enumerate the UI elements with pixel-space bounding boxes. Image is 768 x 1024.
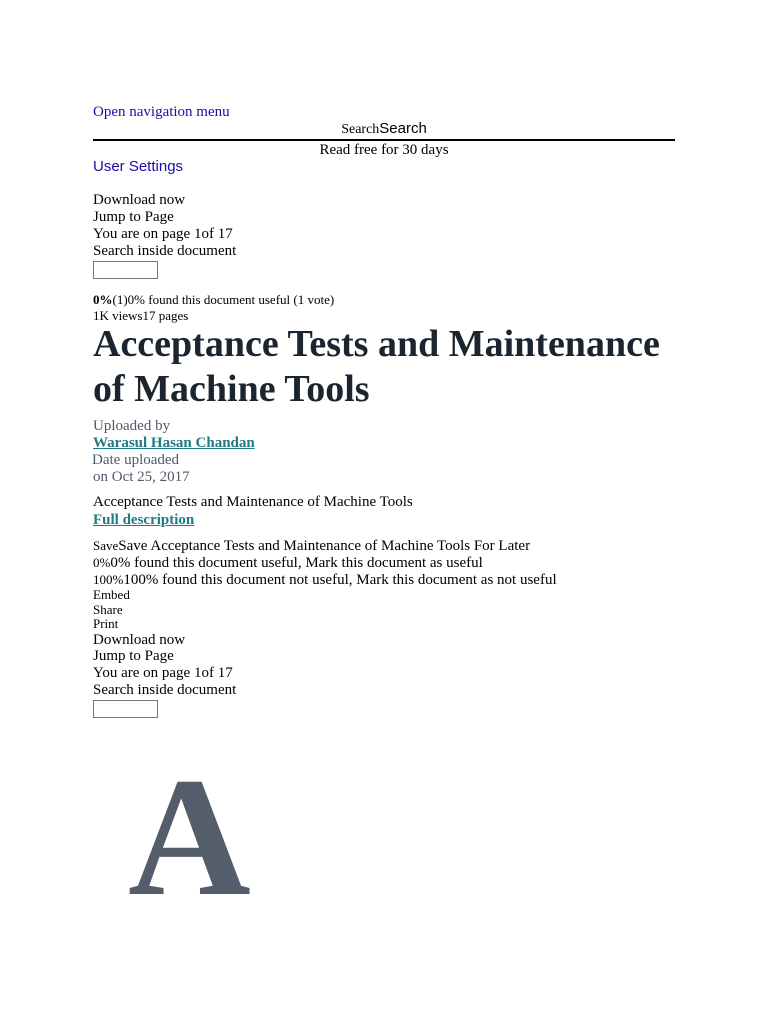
save-label: Save Acceptance Tests and Maintenance of Machine Tools For Later — [118, 538, 531, 554]
page-indicator: You are on page 1of 17 — [93, 226, 233, 242]
upload-date: on Oct 25, 2017 — [93, 469, 190, 485]
download-now-button-bottom[interactable]: Download now — [93, 632, 186, 648]
rating-detail: (1)0% found this document useful (1 vote) — [112, 292, 335, 307]
mark-not-useful-label: 100% found this document not useful, Mark this document as not useful — [123, 572, 557, 588]
thumbs-up-icon: 0% — [93, 555, 111, 570]
views-pages: 1K views17 pages — [93, 308, 189, 323]
uploaded-by-label: Uploaded by — [93, 418, 171, 434]
search-inside-label-bottom: Search inside document — [93, 682, 237, 698]
uploader-link[interactable]: Warasul Hasan Chandan — [93, 435, 255, 451]
search-label[interactable]: Search — [379, 120, 427, 137]
print-button[interactable]: Print — [93, 616, 119, 631]
search-label-small: Search — [341, 122, 380, 137]
jump-to-page-label-bottom: Jump to Page — [93, 648, 174, 664]
thumbs-down-icon: 100% — [93, 572, 124, 587]
jump-to-page-label: Jump to Page — [93, 209, 174, 225]
open-navigation-menu-link[interactable]: Open navigation menu — [93, 104, 230, 120]
date-uploaded-label: Date uploaded — [92, 452, 180, 468]
search-bar[interactable] — [93, 121, 675, 141]
share-button[interactable]: Share — [93, 602, 123, 617]
embed-button[interactable]: Embed — [93, 587, 130, 602]
full-description-link[interactable]: Full description — [93, 512, 195, 528]
download-now-button[interactable]: Download now — [93, 192, 186, 208]
read-free-banner[interactable]: Read free for 30 days — [319, 142, 449, 158]
document-title: Acceptance Tests and Maintenance of Machine Tools — [93, 323, 660, 410]
rating-percent: 0% — [93, 292, 113, 307]
user-settings-link[interactable]: User Settings — [93, 158, 184, 175]
page-indicator-bottom: You are on page 1of 17 — [93, 665, 233, 681]
rating-summary — [93, 292, 334, 307]
mark-not-useful-button[interactable] — [93, 571, 557, 589]
search-inside-label: Search inside document — [93, 243, 237, 259]
search-inside-input[interactable] — [93, 261, 158, 279]
mark-useful-button[interactable] — [93, 554, 483, 572]
save-for-later-button[interactable] — [93, 537, 530, 555]
mark-useful-label: 0% found this document useful, Mark this document as useful — [110, 555, 483, 571]
document-description: Acceptance Tests and Maintenance of Machine Tools — [93, 494, 413, 510]
page-preview-letter: A — [128, 743, 251, 931]
search-inside-input-bottom[interactable] — [93, 700, 158, 718]
save-icon: Save — [93, 538, 119, 553]
